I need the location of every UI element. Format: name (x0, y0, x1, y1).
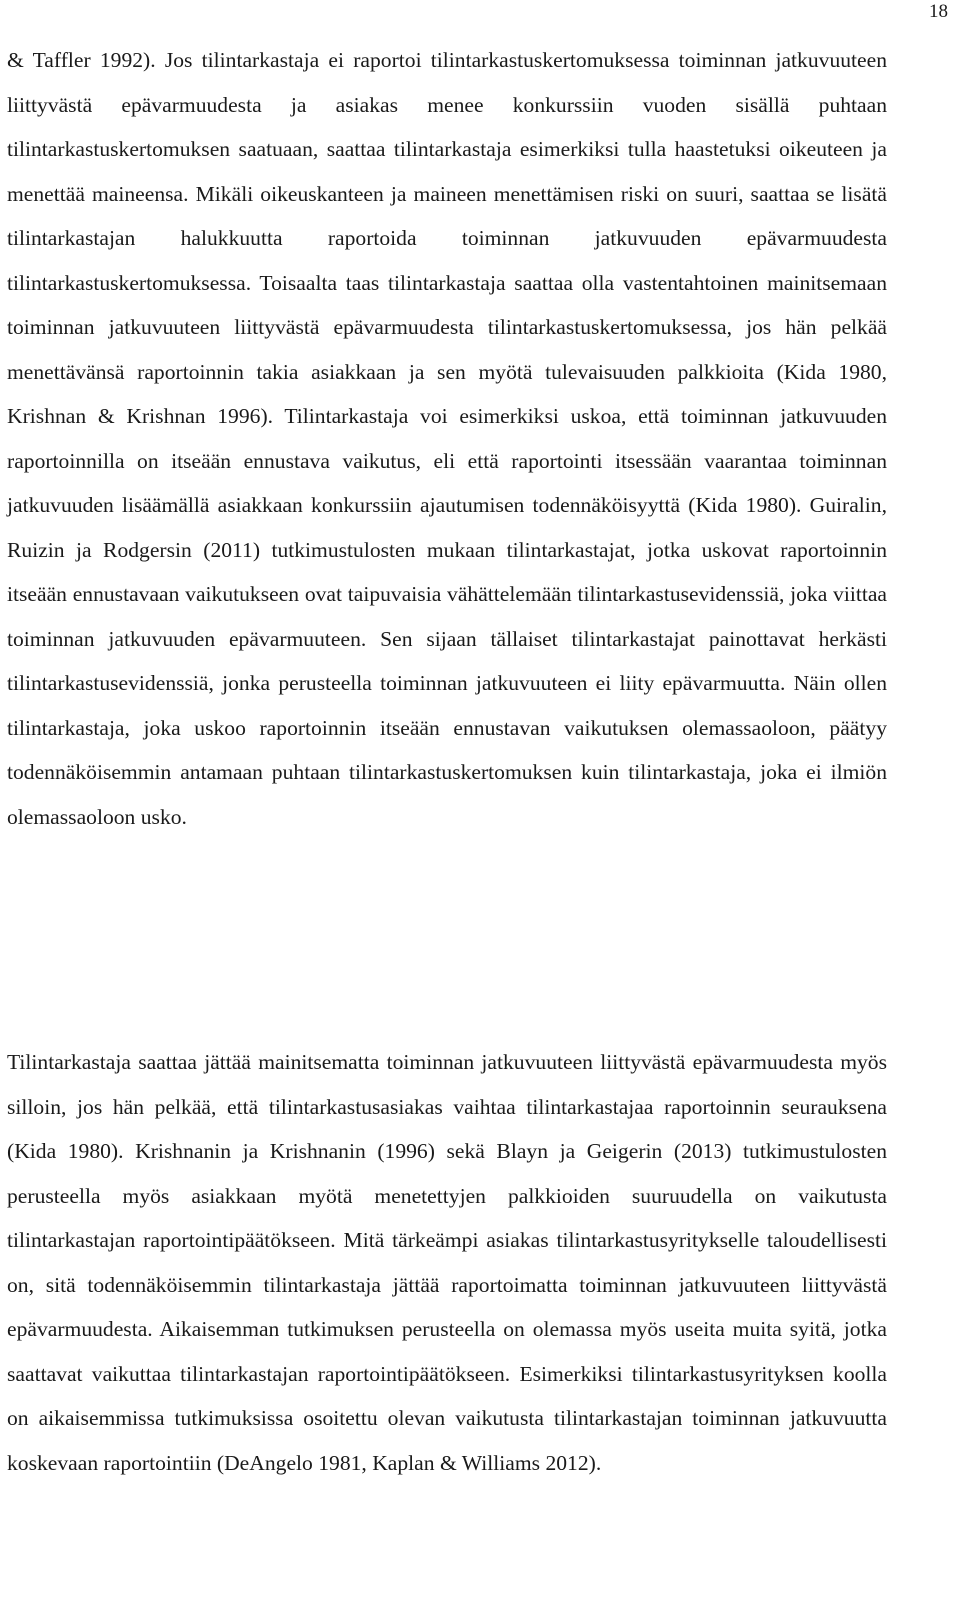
body-paragraph-1: & Taffler 1992). Jos tilintarkastaja ei raportoi tilintarkastuskertomuksessa toiminnan jatkuvuuteen liittyvästä epävarmuudesta ja asiakas menee konkurssiin vuoden sisällä puhtaan tilintarkastuskertomuksen saatuaan, saattaa tilintarkastaja esimerkiksi tulla haastetuksi oikeuteen ja menettää maineensa. Mikäli oikeuskanteen ja maineen menettämisen riski on suuri, saattaa se lisätä tilintarkastajan halukkuutta raportoida toiminnan jatkuvuuden epävarmuudesta tilintarkastuskertomuksessa. Toisaalta taas tilintarkastaja saattaa olla vastentahtoinen mainitsemaan toiminnan jatkuvuuteen liittyvästä epävarmuudesta tilintarkastuskertomuksessa, jos hän pelkää menettävänsä raportoinnin takia asiakkaan ja sen myötä tulevaisuuden palkkioita (Kida 1980, Krishnan & Krishnan 1996). Tilintarkastaja voi esimerkiksi uskoa, että toiminnan jatkuvuuden raportoinnilla on itseään ennustava vaikutus, eli että raportointi itsessään vaarantaa toiminnan jatkuvuuden lisäämällä asiakkaan konkurssiin ajautumisen todennäköisyyttä (Kida 1980). Guiralin, Ruizin ja Rodgersin (2011) tutkimustulosten mukaan tilintarkastajat, jotka uskovat raportoinnin itseään ennustavaan vaikutukseen ovat taipuvaisia vähättelemään tilintarkastusevidenssiä, joka viittaa toiminnan jatkuvuuden epävarmuuteen. Sen sijaan tällaiset tilintarkastajat painottavat herkästi tilintarkastusevidenssiä, jonka perusteella toiminnan jatkuvuuteen ei liity epävarmuutta. Näin ollen tilintarkastaja, joka uskoo raportoinnin itseään ennustavan vaikutuksen olemassaoloon, päätyy todennäköisemmin antamaan puhtaan tilintarkastuskertomuksen kuin tilintarkastaja, joka ei ilmiön olemassaoloon usko. (7, 48, 887, 829)
body-paragraph-2: Tilintarkastaja saattaa jättää mainitsematta toiminnan jatkuvuuteen liittyvästä epävarmuudesta myös silloin, jos hän pelkää, että tilintarkastusasiakas vaihtaa tilintarkastajaa raportoinnin seurauksena (Kida 1980). Krishnanin ja Krishnanin (1996) sekä Blayn ja Geigerin (2013) tutkimustulosten perusteella myös asiakkaan myötä menetettyjen palkkioiden suuruudella on vaikutusta tilintarkastajan raportointipäätökseen. Mitä tärkeämpi asiakas tilintarkastusyritykselle taloudellisesti on, sitä todennäköisemmin tilintarkastaja jättää raportoimatta toiminnan jatkuvuuteen liittyvästä epävarmuudesta. Aikaisemman tutkimuksen perusteella on olemassa myös useita muita syitä, jotka saattavat vaikuttaa tilintarkastajan raportointipäätökseen. Esimerkiksi tilintarkastusyrityksen koolla on aikaisemmissa tutkimuksissa osoitettu olevan vaikutusta tilintarkastajan toiminnan jatkuvuutta koskevaan raportointiin (DeAngelo 1981, Kaplan & Williams 2012). (7, 1050, 887, 1475)
page-number: 18 (929, 1, 948, 22)
